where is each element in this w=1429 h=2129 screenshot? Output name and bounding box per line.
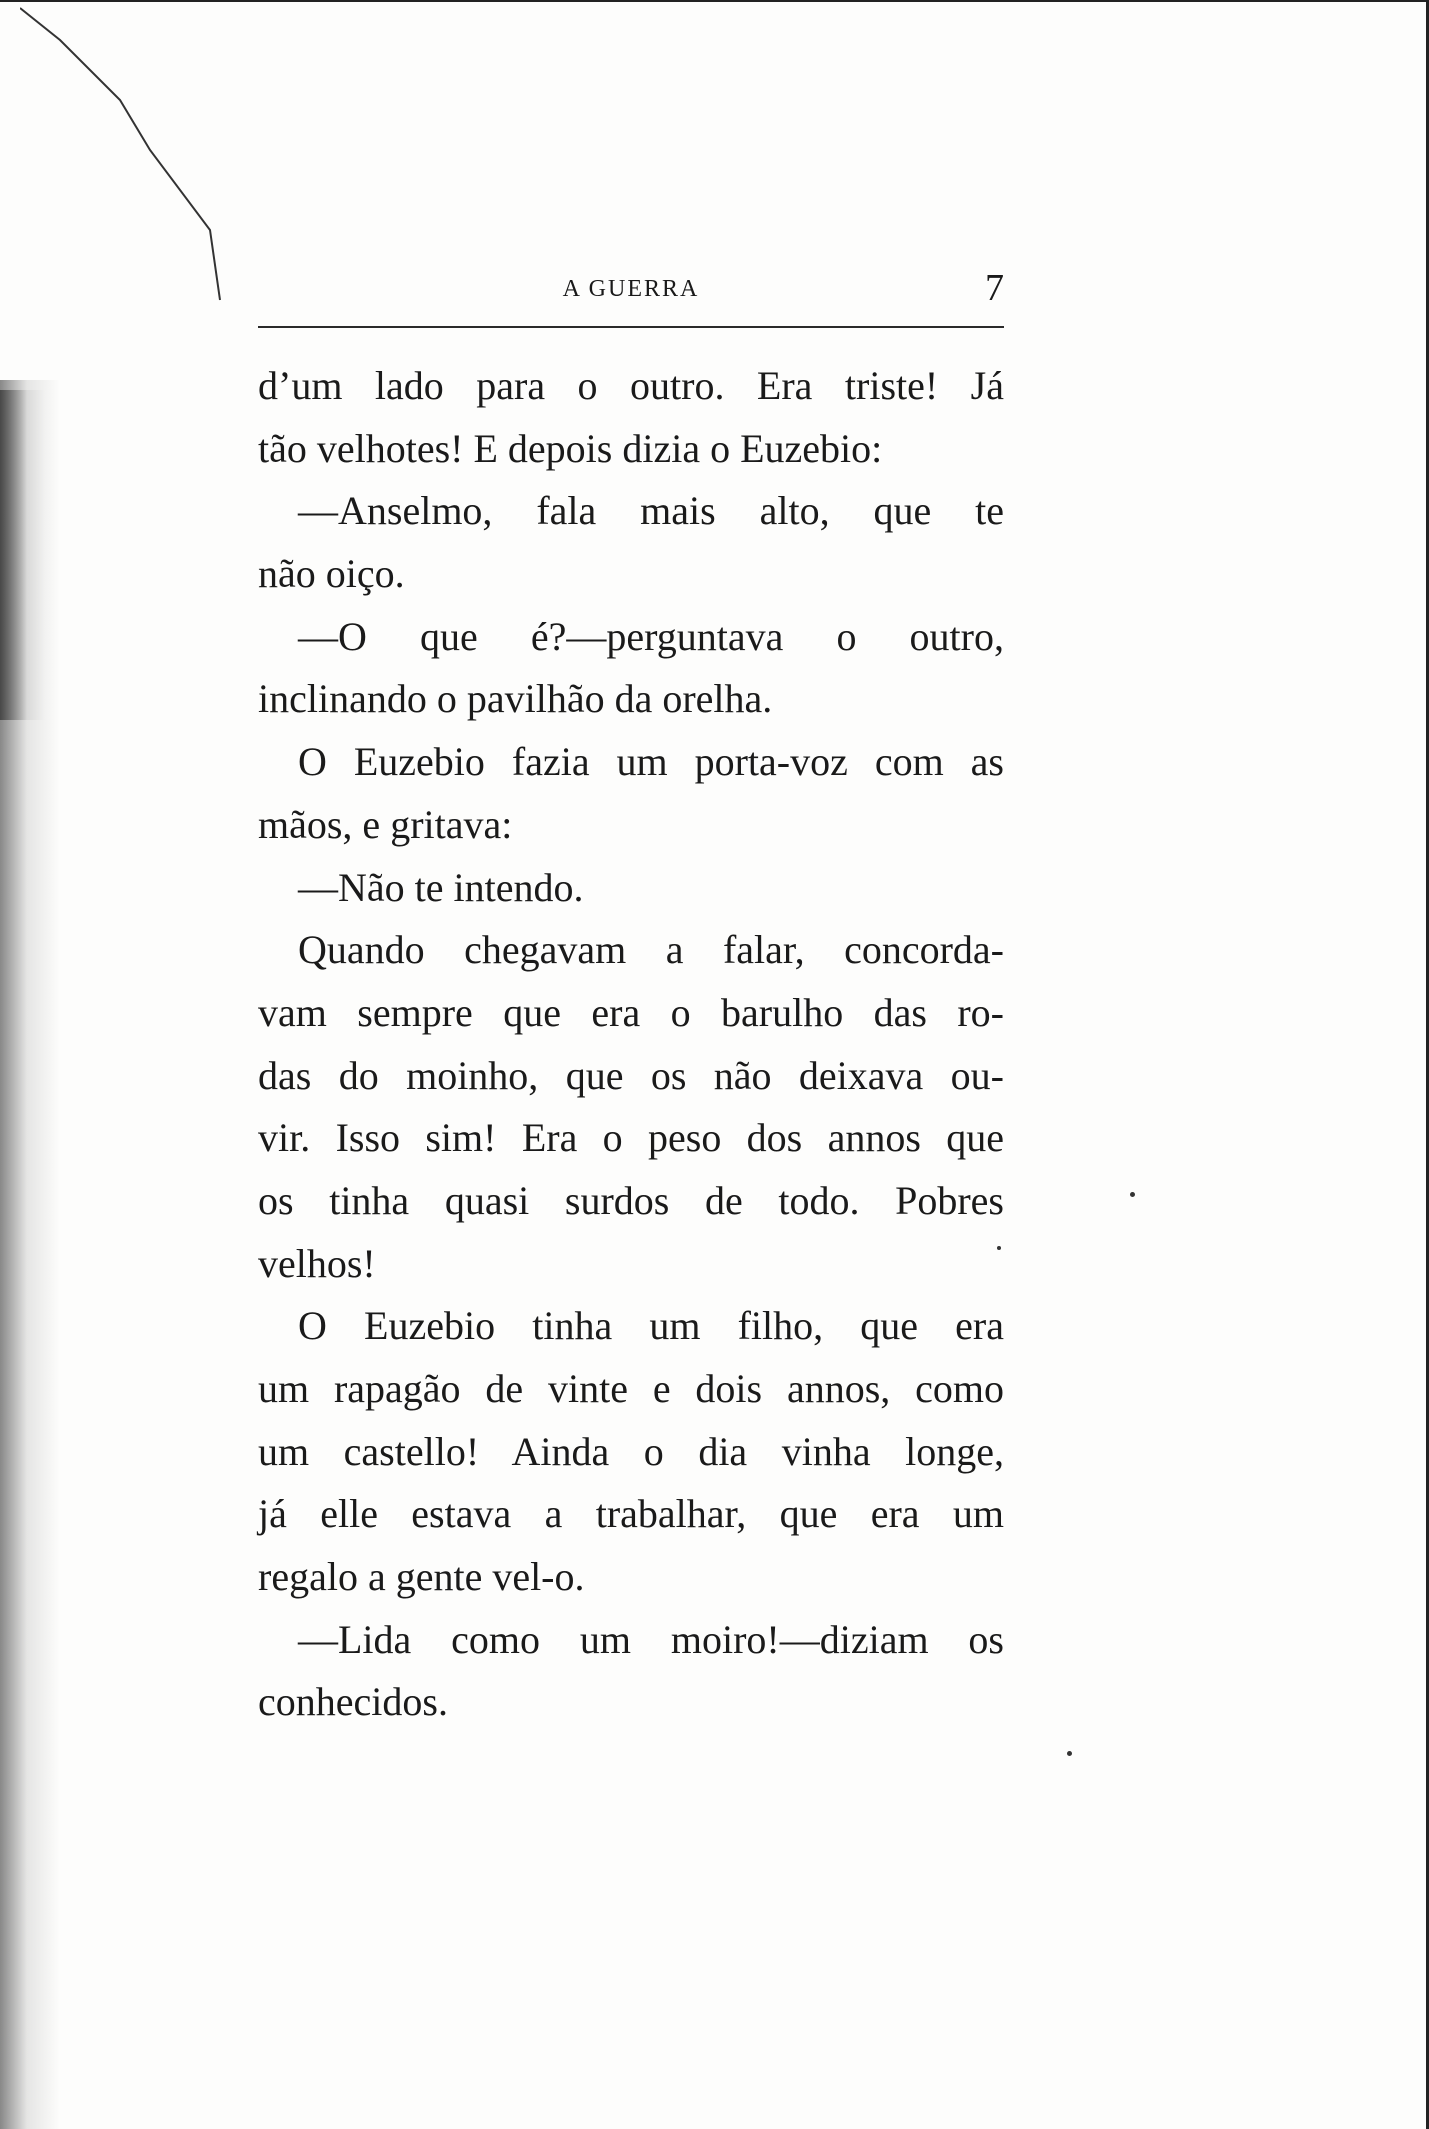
text-line: vam sempre que era o barulho das ro- [258, 989, 1004, 1035]
text-line: já elle estava a trabalhar, que era um [258, 1491, 1004, 1537]
text-line: tão velhotes! E depois dizia o Euzebio: [258, 425, 883, 471]
scan-speck [1130, 1192, 1135, 1197]
text-line: inclinando o pavilhão da orelha. [258, 676, 773, 722]
text-line: não oiço. [258, 551, 405, 597]
header-rule [258, 326, 1004, 328]
text-line: um rapagão de vinte e dois annos, como [258, 1366, 1004, 1411]
scan-speck [997, 1246, 1001, 1250]
text-line: os tinha quasi surdos de todo. Pobres [258, 1177, 1004, 1223]
scan-right-edge [1420, 0, 1429, 2129]
body-text [258, 355, 1004, 1734]
page-header [258, 267, 1004, 322]
text-line: O Euzebio tinha um filho, que era [298, 1303, 1004, 1349]
text-line: conhecidos. [258, 1679, 448, 1725]
text-line: d’um lado para o outro. Era triste! Já [258, 363, 1004, 408]
text-line: das do moinho, que os não deixava ou- [258, 1052, 1004, 1098]
text-line: —Lida como um moiro!—diziam os [298, 1616, 1004, 1662]
text-line: velhos! [258, 1240, 376, 1286]
scan-corner-artifact [20, 0, 380, 310]
running-title: A GUERRA [562, 276, 700, 302]
scan-speck [1067, 1751, 1072, 1756]
text-line: Quando chegavam a falar, concorda- [298, 927, 1004, 973]
page-number: 7 [985, 267, 1004, 309]
text-line: vir. Isso sim! Era o peso dos annos que [258, 1115, 1004, 1161]
text-line: —O que é?—perguntava o outro, [298, 613, 1004, 659]
binding-shadow-dark [0, 390, 45, 720]
text-line: mãos, e gritava: [258, 801, 513, 847]
text-line: O Euzebio fazia um porta-voz com as [298, 739, 1004, 785]
text-line: um castello! Ainda o dia vinha longe, [258, 1428, 1004, 1474]
text-line: regalo a gente vel-o. [258, 1554, 585, 1600]
text-line: —Anselmo, fala mais alto, que te [298, 488, 1004, 534]
text-line: —Não te intendo. [298, 864, 584, 910]
